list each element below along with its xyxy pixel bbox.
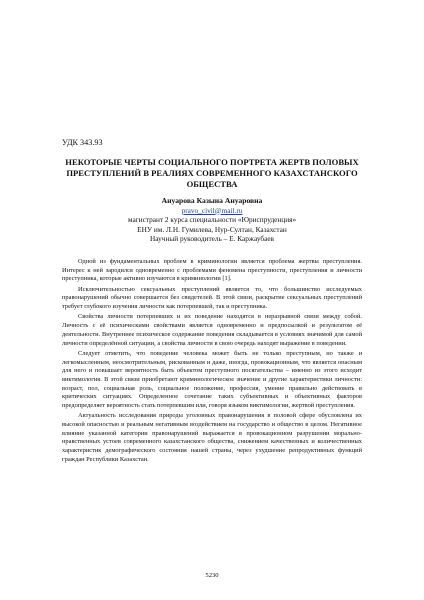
author-name: Ануарова Казына Ануаровна	[161, 196, 263, 205]
body-paragraph: Актуальность исследования природы уголовных правонарушения в половой сфере обусловлена их высокой опасностью и реальным негативным воздействием на государство и общество в целом. Негативное влияние указанной категории правонарушений выражается в провокационном разрушении морально-нравственных устоев современного казахстанского общества, снижением качественных и количественных характеристик демографического состояния нашей страны, через ухудшение репродуктивных функций граждан Республики Казахстан.	[62, 412, 362, 463]
body-paragraph: Свойства личности потерпевших и их поведение находятся в неразрывной связи между собой. Личность с её психическими свойствами является одновременно и предпосылкой и результатом её деятельности. Внутреннее психическое содержание поведения складывается в условиях значимой для самой личности определённой ситуации, а свойства личности в свою очередь находят выражение в поведении.	[62, 313, 362, 347]
body-paragraph: Одной из фундаментальных проблем в криминологии является проблема жертвы преступления. Интерес к ней зародился одновременно с проблемами феномена преступности, преступления и личности преступника, которые активно изучаются в криминологии [1].	[62, 258, 362, 283]
body-paragraph: Следует отметить, что поведение человека может быть не только преступным, но также и легкомысленным, неосмотрительным, рискованным и даже, иногда, провокационным, что является опасным для него и повышает вероятность быть объектом преступного посягательства – именно из этого исходит виктимология. В этой связи приобретают криминологическое значение и другие характеристики личности: возраст, пол, социальная роль, социальное положение, профессия, умение правильно действовать в критических ситуациях. Определенное сочетание таких субъективных и объективных факторов предопределяет вероятность стать потерпевшим или, говоря языком виктимологии, жертвой преступления.	[62, 349, 362, 410]
page-number: 5230	[205, 572, 219, 579]
article-title: НЕКОТОРЫЕ ЧЕРТЫ СОЦИАЛЬНОГО ПОРТРЕТА ЖЕРТВ ПОЛОВЫХ ПРЕСТУПЛЕНИЙ В РЕАЛИЯХ СОВРЕМЕННОГО КАЗАХСТАНСКОГО ОБЩЕСТВА	[65, 157, 359, 189]
scientific-supervisor: Научный руководитель – Е. Каржаубаев	[149, 234, 275, 244]
author-block	[62, 196, 362, 244]
article-body	[62, 258, 362, 466]
udk-code: УДК 343.93	[62, 138, 103, 147]
author-affiliation: ЕНУ им. Л.Н. Гумилева, Нур-Султан, Казахстан	[137, 224, 287, 234]
body-paragraph: Исключительностью сексуальных преступлений является то, что большинство исследуемых правонарушений обычно совершается без свидетелей. В этой связи, раскрытие сексуальных преступлений требует глубокого изучения личности как потерпевшей, так и преступника.	[62, 285, 362, 311]
author-email-link[interactable]: pravo_civil@mail.ru	[181, 205, 243, 215]
author-position: магистрант 2 курса специальности «Юриспруденция»	[127, 215, 297, 225]
